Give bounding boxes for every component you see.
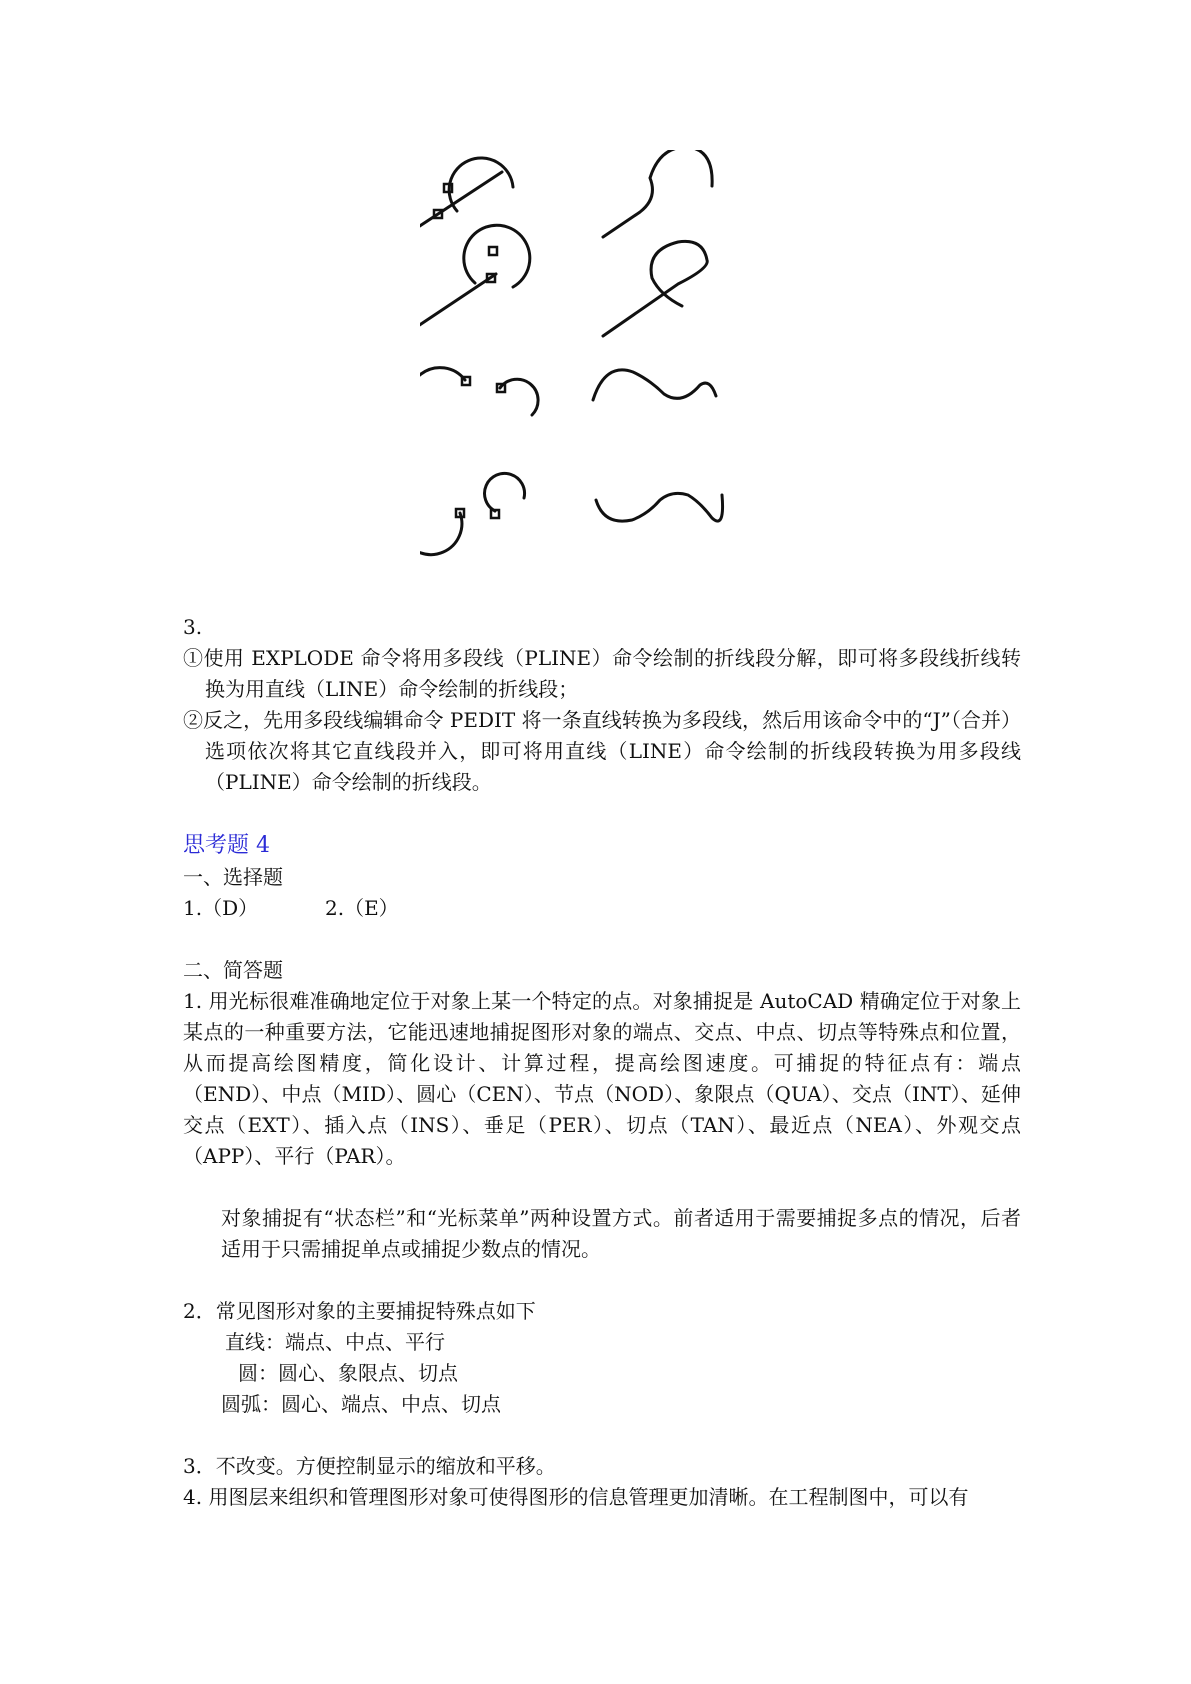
answer-1: 1.（D） [183,896,259,920]
row1-right-sketch [603,150,712,237]
row3-right-sketch [593,370,716,400]
row2-right-sketch [603,241,707,336]
row3-left-arc-large [420,368,465,418]
answer-2: 2.（E） [325,896,399,920]
spacer [183,1420,1021,1451]
section4-part1-title: 一、选择题 [183,865,283,889]
grip-handle [491,510,499,518]
row4-right-sketch [596,493,723,521]
q1-paragraph-2: 对象捕捉有“状态栏”和“光标菜单”两种设置方式。前者适用于需要捕捉多点的情况，后者适用于只需捕捉单点或捕捉少数点的情况。 [221,1206,1021,1261]
row4-left-arc-small [485,473,525,511]
spacer [183,1265,1021,1296]
document-body [183,612,1021,1513]
row1-right-polyline [603,150,712,237]
grip-handle [489,247,497,255]
row4-right-wave [596,493,723,521]
spacer [183,1172,1021,1203]
item3-point2: ②反之，先用多段线编辑命令 PEDIT 将一条直线转换为多段线，然后用该命令中的“J”（合并）选项依次将其它直线段并入，即可将用直线（LINE）命令绘制的折线段转换为用多段线（PLINE）命令绘制的折线段。 [183,708,1021,794]
spacer [183,924,1021,955]
figure-svg [420,150,800,580]
row4-left-sketch [420,473,525,554]
row4-left-arc-large [420,497,462,555]
section4-title: 思考题 4 [183,833,270,858]
row3-right-wave [593,370,716,400]
q3-answer: 3．不改变。方便控制显示的缩放和平移。 [183,1454,556,1478]
section4-answers [183,893,1021,924]
q1-paragraph: 1. 用光标很难准确地定位于对象上某一个特定的点。对象捕捉是 AutoCAD 精确定位于对象上某点的一种重要方法，它能迅速地捕捉图形对象的端点、交点、中点、切点等特殊点和位置，从而提高绘图精度，简化设计、计算过程，提高绘图速度。可捕捉的特征点有：端点（END）、中点（MID）、圆心（CEN）、节点（NOD）、象限点（QUA）、交点（INT）、延伸交点（EXT）、插入点（INS）、垂足（PER）、切点（TAN）、最近点（NEA）、外观交点（APP）、平行（PAR）。 [183,989,1021,1168]
row3-left-sketch [420,368,538,418]
section4-part2-title: 二、简答题 [183,958,283,982]
q2-intro: 2．常见图形对象的主要捕捉特殊点如下 [183,1299,536,1323]
spacer [183,798,1021,829]
q2-line-item: 直线：端点、中点、平行 [225,1330,445,1354]
item3-point1: ①使用 EXPLODE 命令将用多段线（PLINE）命令绘制的折线段分解，即可将多段线折线转换为用直线（LINE）命令绘制的折线段； [183,646,1021,701]
q2-arc-item: 圆弧：圆心、端点、中点、切点 [221,1392,501,1416]
row2-right-loop [603,241,707,336]
item3-number: 3. [183,615,203,639]
row2-left-sketch [420,225,530,336]
row2-left-line [420,274,496,336]
q4-answer: 4. 用图层来组织和管理图形对象可使得图形的信息管理更加清晰。在工程制图中，可以有 [183,1485,969,1509]
q2-circle-item: 圆：圆心、象限点、切点 [238,1361,458,1385]
polyline-join-figure [420,150,800,580]
